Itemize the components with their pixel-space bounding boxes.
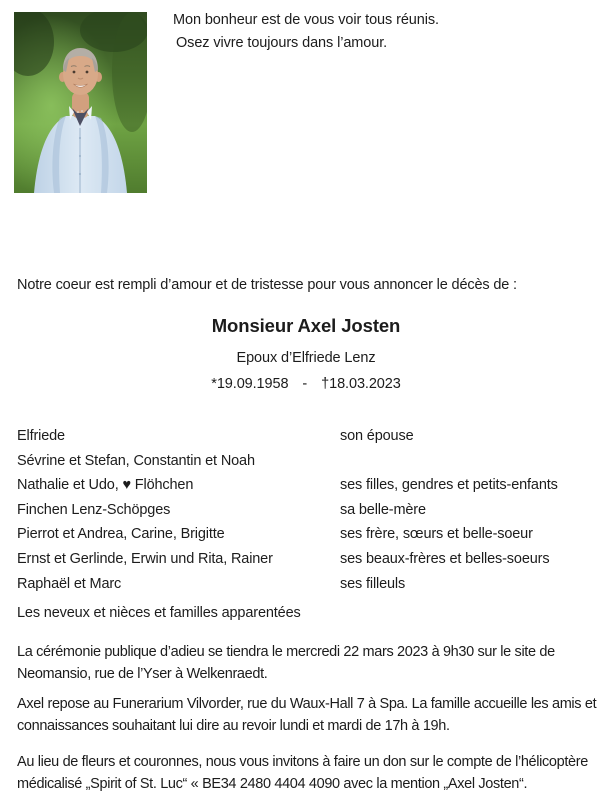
family-row: [17, 551, 597, 576]
family-names: Raphaël et Marc: [17, 575, 122, 592]
quote-line-1: Mon bonheur est de vous voir tous réunis.: [173, 12, 439, 28]
date-separator: -: [302, 376, 308, 392]
family-row: [17, 453, 597, 478]
family-closing-line: Les neveux et nièces et familles apparentées: [17, 605, 301, 621]
family-row: [17, 428, 597, 453]
donation-paragraph: Au lieu de fleurs et couronnes, nous vous invitons à faire un don sur le compte de l’hélicoptère médicalisé „Spirit of St. Luc“ « BE34 2480 4404 4090 avec la mention „Axel Josten“.: [17, 754, 588, 792]
quote-line-2: Osez vivre toujours dans l’amour.: [176, 35, 388, 51]
birth-date: *19.09.1958: [211, 376, 289, 392]
announcement-intro: Notre coeur est rempli d’amour et de tristesse pour vous annoncer le décès de :: [17, 277, 517, 293]
family-relation: ses filleuls: [340, 575, 406, 592]
family-names: Sévrine et Stefan, Constantin et Noah: [17, 452, 255, 469]
family-relation: son épouse: [340, 428, 414, 444]
portrait-photo: [14, 12, 147, 193]
family-list: [17, 428, 597, 600]
family-names: Finchen Lenz-Schöpges: [17, 501, 171, 518]
family-relation: ses beaux-frères et belles-soeurs: [340, 550, 550, 567]
family-row: [17, 576, 597, 601]
life-dates: [0, 376, 612, 392]
memorial-quote: [173, 9, 439, 55]
family-relation: ses filles, gendres et petits-enfants: [340, 477, 558, 494]
family-names: Ernst et Gerlinde, Erwin und Rita, Rainer: [17, 550, 273, 567]
ceremony-paragraph: La cérémonie publique d’adieu se tiendra le mercredi 22 mars 2023 à 9h30 sur le site de Neomansio, rue de l’Yser à Welkenraedt.: [17, 644, 555, 682]
family-row: [17, 526, 597, 551]
family-names: Pierrot et Andrea, Carine, Brigitte: [17, 526, 225, 543]
family-relation: sa belle-mère: [340, 501, 426, 518]
death-date: †18.03.2023: [321, 376, 401, 392]
repose-paragraph: Axel repose au Funerarium Vilvorder, rue du Waux-Hall 7 à Spa. La famille accueille les amis et connaissances souhaitant lui dire au revoir lundi et mardi de 17h à 19h.: [17, 696, 597, 734]
family-row: [17, 477, 597, 502]
spouse-line: Epoux d’Elfriede Lenz: [236, 350, 376, 366]
family-names: Nathalie et Udo, ♥ Flöhchen: [17, 477, 194, 494]
deceased-name: Monsieur Axel Josten: [211, 315, 401, 336]
family-relation: ses frère, sœurs et belle-soeur: [340, 526, 533, 543]
family-row: [17, 502, 597, 527]
family-names: Elfriede: [17, 428, 65, 444]
